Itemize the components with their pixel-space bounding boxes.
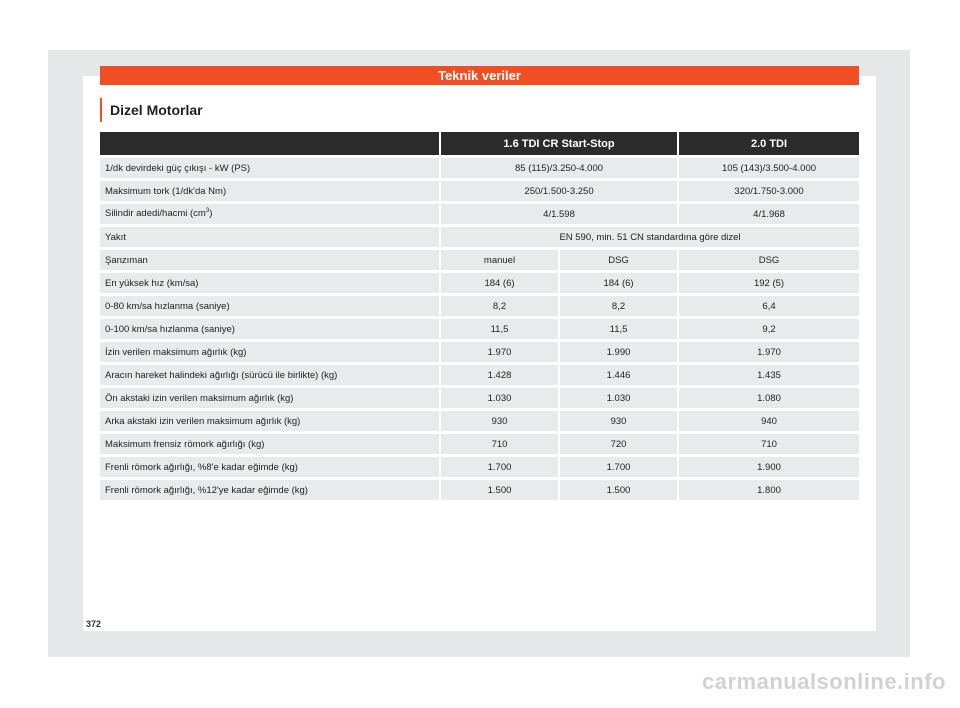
cell-value: 4/1.598 [441, 204, 679, 224]
table-row [100, 319, 859, 339]
cell-value: 710 [441, 434, 560, 454]
cell-value: 1.500 [560, 480, 679, 500]
cell-value: 1.080 [679, 388, 859, 408]
row-label: Maksimum frensiz römork ağırlığı (kg) [100, 434, 441, 454]
cell-value: 1.700 [560, 457, 679, 477]
cell-value: 1.030 [560, 388, 679, 408]
cell-value: 105 (143)/3.500-4.000 [679, 158, 859, 178]
table-row [100, 457, 859, 477]
cell-value: 6,4 [679, 296, 859, 316]
row-label: 1/dk devirdeki güç çıkışı - kW (PS) [100, 158, 441, 178]
cell-value: DSG [560, 250, 679, 270]
row-label: Yakıt [100, 227, 441, 247]
cell-value: 1.446 [560, 365, 679, 385]
cell-value: 720 [560, 434, 679, 454]
cell-value: 184 (6) [560, 273, 679, 293]
table-row [100, 296, 859, 316]
page-number: 372 [86, 619, 102, 629]
header-cell-engine-2-0-tdi: 2.0 TDI [679, 132, 859, 155]
section-title: Dizel Motorlar [100, 98, 203, 122]
cell-value: 1.435 [679, 365, 859, 385]
cell-value: 710 [679, 434, 859, 454]
cell-value: 1.700 [441, 457, 560, 477]
cell-value: 85 (115)/3.250-4.000 [441, 158, 679, 178]
row-label: En yüksek hız (km/sa) [100, 273, 441, 293]
row-label: Şanzıman [100, 250, 441, 270]
cell-value: 320/1.750-3.000 [679, 181, 859, 201]
cell-value: 250/1.500-3.250 [441, 181, 679, 201]
table-row [100, 250, 859, 270]
row-label: Frenli römork ağırlığı, %8'e kadar eğimde (kg) [100, 457, 441, 477]
header-cell-label [100, 132, 441, 155]
table-row [100, 342, 859, 362]
cell-value: 9,2 [679, 319, 859, 339]
header-cell-engine-1-6-tdi: 1.6 TDI CR Start-Stop [441, 132, 679, 155]
table-row [100, 273, 859, 293]
row-label: 0-80 km/sa hızlanma (saniye) [100, 296, 441, 316]
row-label: Aracın hareket halindeki ağırlığı (sürücü ile birlikte) (kg) [100, 365, 441, 385]
row-label-text: Silindir adedi/hacmi (cm [105, 208, 206, 220]
cell-value: 1.030 [441, 388, 560, 408]
cell-value: 1.500 [441, 480, 560, 500]
cell-value: 1.970 [679, 342, 859, 362]
cell-value: 930 [560, 411, 679, 431]
row-label: Maksimum tork (1/dk'da Nm) [100, 181, 441, 201]
table-row [100, 434, 859, 454]
row-label: Ön akstaki izin verilen maksimum ağırlık (kg) [100, 388, 441, 408]
cell-value: 8,2 [441, 296, 560, 316]
cell-value: 1.428 [441, 365, 560, 385]
table-row [100, 411, 859, 431]
cell-value: 1.900 [679, 457, 859, 477]
diesel-engine-spec-table [100, 129, 859, 503]
cell-value: DSG [679, 250, 859, 270]
table-row [100, 480, 859, 500]
cell-value: 4/1.968 [679, 204, 859, 224]
cell-value: 930 [441, 411, 560, 431]
cell-value: 1.970 [441, 342, 560, 362]
table-row [100, 158, 859, 178]
table-header-row [100, 132, 859, 155]
row-label: 0-100 km/sa hızlanma (saniye) [100, 319, 441, 339]
cell-value: 1.990 [560, 342, 679, 362]
table-row [100, 388, 859, 408]
cell-value-merged: EN 590, min. 51 CN standardına göre dizel [441, 227, 859, 247]
cell-value: 192 (5) [679, 273, 859, 293]
cell-value: 184 (6) [441, 273, 560, 293]
table-row [100, 204, 859, 224]
cell-value: 1.800 [679, 480, 859, 500]
table-row [100, 181, 859, 201]
row-label-end: ) [209, 208, 213, 220]
row-label: Arka akstaki izin verilen maksimum ağırlık (kg) [100, 411, 441, 431]
cell-value: 11,5 [560, 319, 679, 339]
watermark-text: carmanualsonline.info [702, 669, 946, 694]
cell-value: 8,2 [560, 296, 679, 316]
row-label [100, 204, 441, 224]
table-row [100, 227, 859, 247]
superscript-3: 3 [205, 208, 210, 215]
cell-value: 940 [679, 411, 859, 431]
row-label: İzin verilen maksimum ağırlık (kg) [100, 342, 441, 362]
table-row [100, 365, 859, 385]
cell-value: manuel [441, 250, 560, 270]
cell-value: 11,5 [441, 319, 560, 339]
chapter-header: Teknik veriler [100, 66, 859, 85]
row-label: Frenli römork ağırlığı, %12'ye kadar eğimde (kg) [100, 480, 441, 500]
